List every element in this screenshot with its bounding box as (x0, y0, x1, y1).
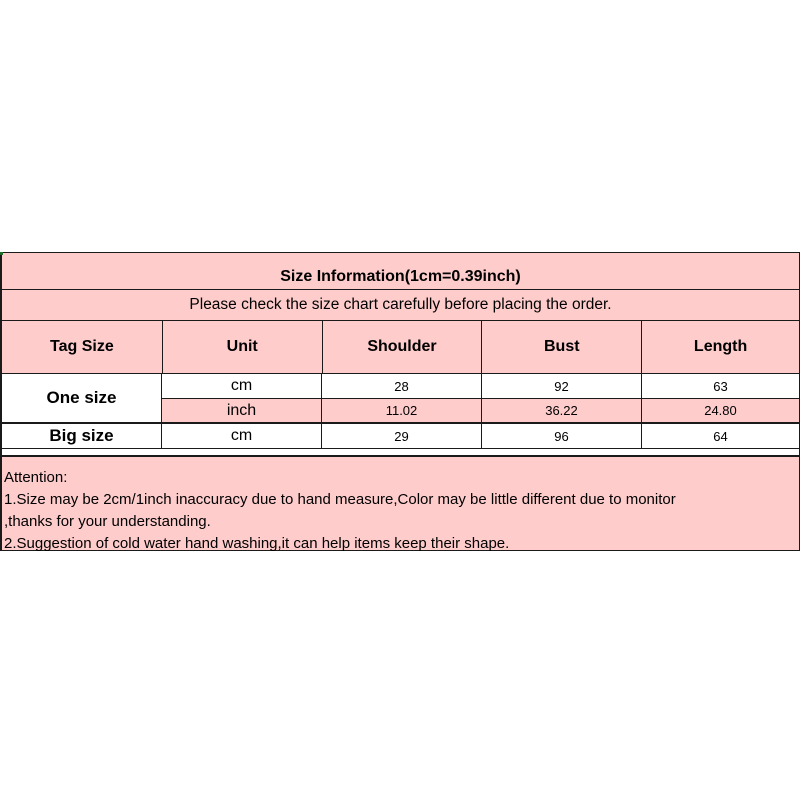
title-row (2, 252, 799, 289)
subtitle-row (2, 289, 799, 320)
length-cell: 64 (641, 424, 799, 448)
length-cell: 63 (641, 374, 799, 398)
size-label: Big size (2, 424, 161, 448)
bust-cell: 36.22 (481, 399, 641, 422)
bust-cell: 96 (481, 424, 641, 448)
attention-notes (2, 455, 799, 551)
chart-subtitle: Please check the size chart carefully before placing the order. (189, 296, 612, 313)
header-tag-size: Tag Size (50, 338, 114, 355)
unit-cell: cm (161, 374, 321, 398)
size-group-big-size (2, 422, 799, 448)
notes-line: ,thanks for your understanding. (4, 513, 211, 530)
size-table (0, 252, 800, 551)
size-group-one-size (2, 373, 799, 422)
table-row (161, 374, 799, 398)
shoulder-cell: 11.02 (321, 399, 481, 422)
header-row (2, 320, 799, 373)
bust-cell: 92 (481, 374, 641, 398)
notes-line: 1.Size may be 2cm/1inch inaccuracy due to hand measure,Color may be little different due to monitor (4, 491, 676, 508)
header-bust: Bust (481, 321, 641, 373)
unit-cell: cm (161, 424, 321, 448)
shoulder-cell: 29 (321, 424, 481, 448)
shoulder-cell: 28 (321, 374, 481, 398)
size-chart (0, 252, 800, 551)
header-length: Length (641, 321, 799, 373)
table-row (161, 398, 799, 422)
notes-heading: Attention: (4, 469, 68, 486)
table-row (161, 424, 799, 448)
size-label: One size (2, 374, 161, 422)
chart-title: Size Information(1cm=0.39inch) (280, 268, 521, 285)
unit-cell: inch (161, 399, 321, 422)
notes-line: 2.Suggestion of cold water hand washing,it can help items keep their shape. (4, 535, 510, 552)
corner-mark (0, 252, 3, 255)
header-unit: Unit (162, 321, 322, 373)
length-cell: 24.80 (641, 399, 799, 422)
spacer-row (2, 448, 799, 455)
header-shoulder: Shoulder (322, 321, 482, 373)
